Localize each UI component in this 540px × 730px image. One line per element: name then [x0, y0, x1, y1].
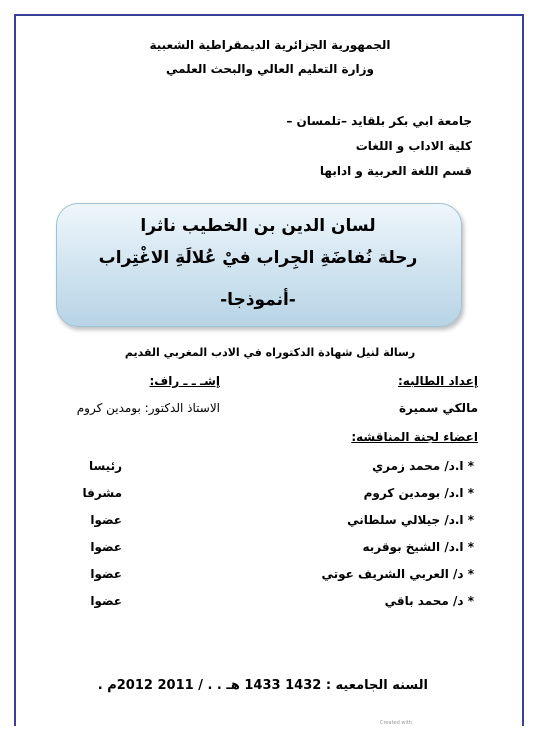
committee-label: اعضاء لجنة المناقشه:: [351, 430, 478, 444]
ministry-heading: وزارة التعليم العالي والبحث العلمي: [165, 62, 375, 76]
committee-member-role: عضوا: [90, 594, 122, 608]
watermark-text: Created with: [380, 720, 412, 726]
supervision-label: إشـ ـ ـ راف:: [149, 374, 220, 388]
faculty-name: كلية الاداب و اللغات: [355, 139, 472, 153]
thesis-purpose: رسالة لنيل شهادة الدكتوراه في الادب المغربي القديم: [124, 346, 416, 359]
thesis-title-line3: -أنموذجا-: [220, 290, 296, 310]
committee-member-name: * ا.د/ بومدين كروم: [363, 486, 474, 500]
republic-heading: الجمهورية الجزائرية الديمقراطية الشعبية: [149, 38, 391, 52]
thesis-title-line1: لسان الدين بن الخطيب ناثرا: [140, 216, 376, 236]
committee-member-role: رئيسا: [88, 459, 122, 473]
university-name: جامعة ابي بكر بلقايد –تلمسان –: [286, 114, 472, 128]
committee-member-name: * ا.د/ الشيخ بوقربه: [362, 540, 474, 554]
thesis-title-line2: رحلة نُفاضَةِ الجِراب فيْ عُلالَةِ الاغْتِراب: [98, 248, 418, 268]
committee-member-role: عضوا: [90, 567, 122, 581]
committee-member-name: * ا.د/ محمد زمري: [372, 459, 474, 473]
department-name: قسم اللغة العربية و ادابها: [319, 164, 472, 178]
committee-member-role: مشرفا: [82, 486, 122, 500]
student-name: مالكي سميرة: [398, 401, 478, 415]
academic-year: السنه الجامعيه : 1432 1433 هـ . . / 2011 2012م .: [97, 678, 428, 693]
committee-member-role: عضوا: [90, 540, 122, 554]
committee-member-role: عضوا: [90, 513, 122, 527]
supervisor-name: الاستاذ الدكتور: بومدين كروم: [76, 401, 220, 415]
committee-member-name: * د/ العربي الشريف عوتي: [321, 567, 474, 581]
committee-member-name: * ا.د/ جيلالي سلطاني: [347, 513, 474, 527]
committee-member-name: * د/ محمد باقي: [384, 594, 474, 608]
prepared-by-label: إعداد الطالبه:: [398, 374, 478, 388]
